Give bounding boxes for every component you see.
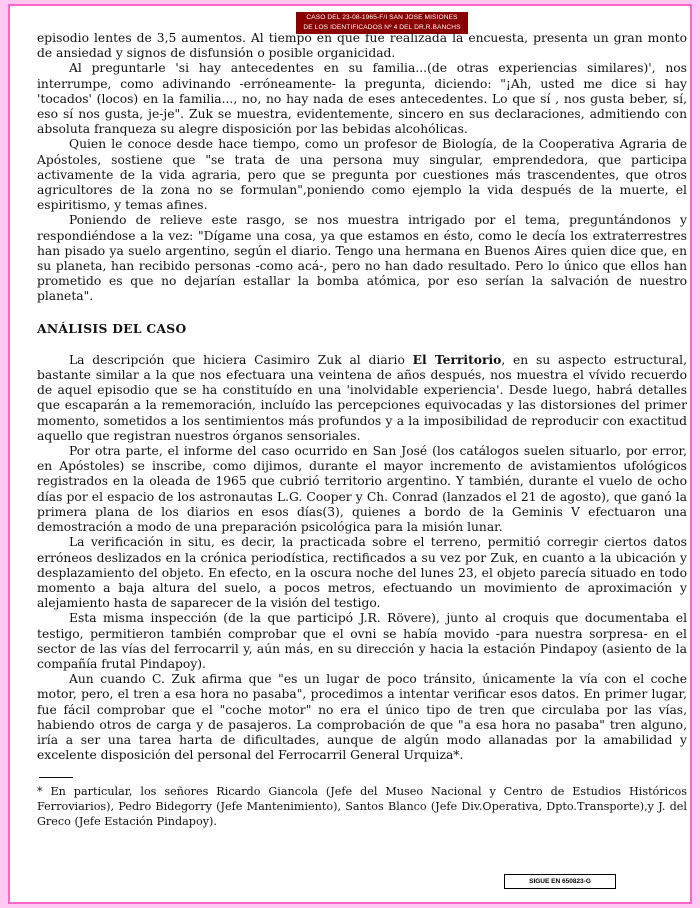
newspaper-name: El Territorio bbox=[412, 351, 502, 367]
footnote-divider bbox=[39, 777, 73, 778]
paragraph: La verificación in situ, es decir, la practicada sobre el terreno, permitió corregir ciertos datos erróneos deslizados en la crónica periodística, rectificados a su vez por Zuk, en cuanto a la ubicación y desplazamiento del objeto. En efecto, en la oscura noche del lunes 23, el objeto parecía situado en todo momento a baja altura del suelo, a pocos metros, efectuando un movimiento de aproximación y alejamiento hasta de saparecer de la visión del testigo. bbox=[37, 535, 687, 611]
paragraph: Quien le conoce desde hace tiempo, como un profesor de Biología, de la Cooperativa Agraria de Apóstoles, sostiene que "se trata de una persona muy singular, emprendedora, que participa activamente de la vida agraria, pero que se pregunta por cuestiones más trascendentes, que otros agricultores de la zona no se formulan",poniendo como ejemplo la vida después de la muerte, el espiritismo, y temas afines. bbox=[37, 137, 687, 213]
continue-label: SIGUE EN 650823-G bbox=[504, 874, 616, 889]
section-heading: ANÁLISIS DEL CASO bbox=[37, 320, 187, 336]
document-page bbox=[8, 4, 692, 904]
paragraph: Esta misma inspección (de la que participó J.R. Rövere), junto al croquis que documentaba el testigo, permitieron también comprobar que el ovni se había movido -para nuestra sorpresa- en el sector de las vías del ferrocarril y, aún más, en su dirección y hacia la estación Pindapoy (asiento de la compañía frutal Pindapoy). bbox=[37, 611, 687, 671]
paragraph: Poniendo de relieve este rasgo, se nos muestra intrigado por el tema, preguntándonos y respondiéndose a la vez: "Dígame una cosa, ya que estamos en ésto, como le decía los extraterrestres han pisado ya suelo argentino, según el diario. Tengo una hermana en Buenos Aires quien dice que, en su planeta, han recibido personas -como acá-, pero no han dado resultado. Pero lo único que ellos han prometido es que no dejarían estallar la bomba atómica, por eso serían la salvación de nuestro planeta". bbox=[37, 213, 687, 304]
paragraph: Aun cuando C. Zuk afirma que "es un lugar de poco tránsito, únicamente la vía con el coche motor, pero, el tren a esa hora no pasaba", procedimos a intentar verificar esos datos. En primer lugar, fue fácil comprobar que el "coche motor" no era el único tipo de tren que circulaba por las vías, habiendo otros de carga y de pasajeros. La comprobación de que "a esa hora no pasaba" tren alguno, iría a ser una tarea harta de dificultades, aunque de algún modo allanadas por la amabilidad y excelente disposición del personal del Ferrocarril General Urquiza*. bbox=[37, 672, 687, 763]
footnote: * En particular, los señores Ricardo Giancola (Jefe del Museo Nacional y Centro de Estudios Históricos Ferroviarios), Pedro Bidegorry (Jefe Mantenimiento), Santos Blanco (Jefe Div.Operativa, Dpto.Transporte),y J. del Greco (Jefe Estación Pindapoy). bbox=[37, 785, 687, 829]
stamp-line-2: DE LOS IDENTIFICADOS Nº 4 DEL DR.R.BANCHS bbox=[303, 24, 461, 31]
paragraph: Al preguntarle 'si hay antecedentes en su familia...(de otras experiencias similares)', nos interrumpe, como adivinando -erróneamente- la pregunta, diciendo: "¡Ah, usted me dice si hay 'tocados' (locos) en la familia..., no, no hay nada de eses antecedentes. Lo que sí , nos gusta beber, sí, eso sí nos gusta, je-je". Zuk se muestra, evidentemente, sincero en sus declaraciones, admitiendo con absoluta franqueza su alegre disposición por las bebidas alcohólicas. bbox=[37, 61, 687, 137]
document-body bbox=[37, 31, 687, 829]
text-span: La descripción que hiciera Casimiro Zuk al diario bbox=[69, 352, 413, 367]
paragraph: Por otra parte, el informe del caso ocurrido en San José (los catálogos suelen situarlo, por error, en Apóstoles) se inscribe, como dijimos, durante el mayor incremento de avistamientos ufológicos registrados en la oleada de 1965 que cubrió territorio argentino. Y también, durante el vuelo de ocho días por el espacio de los astronautas L.G. Cooper y Ch. Conrad (lanzados el 21 de agosto), que ganó la primera plana de los diarios en esos días(3), quienes a bordo de la Geminis V efectuaron una demostración a modo de una preparación psicológica para la misión lunar. bbox=[37, 444, 687, 535]
stamp-line-1: CASO DEL 23-08-1965-F/I SAN JOSE MISIONES bbox=[306, 14, 458, 21]
paragraph: episodio lentes de 3,5 aumentos. Al tiempo en que fue realizada la encuesta, presenta un gran monto de ansiedad y signos de disfunsión o posible organicidad. bbox=[37, 31, 687, 61]
text-span: , en su aspecto estructural, bastante similar a la que nos efectuara una veintena de años después, nos muestra el vívido recuerdo de aquel episodio que se ha constituído en una 'inolvidable experiencia'. Desde luego, habrá detalles que escaparán a la rememoración, incluído las percepciones equivocadas y las distorsiones del primer momento, sometidos a los sentimientos más profundos y a la imposibilidad de reproducir con exactitud aquello que registran nuestros órganos sensoriales. bbox=[37, 352, 687, 443]
paragraph bbox=[37, 352, 687, 444]
